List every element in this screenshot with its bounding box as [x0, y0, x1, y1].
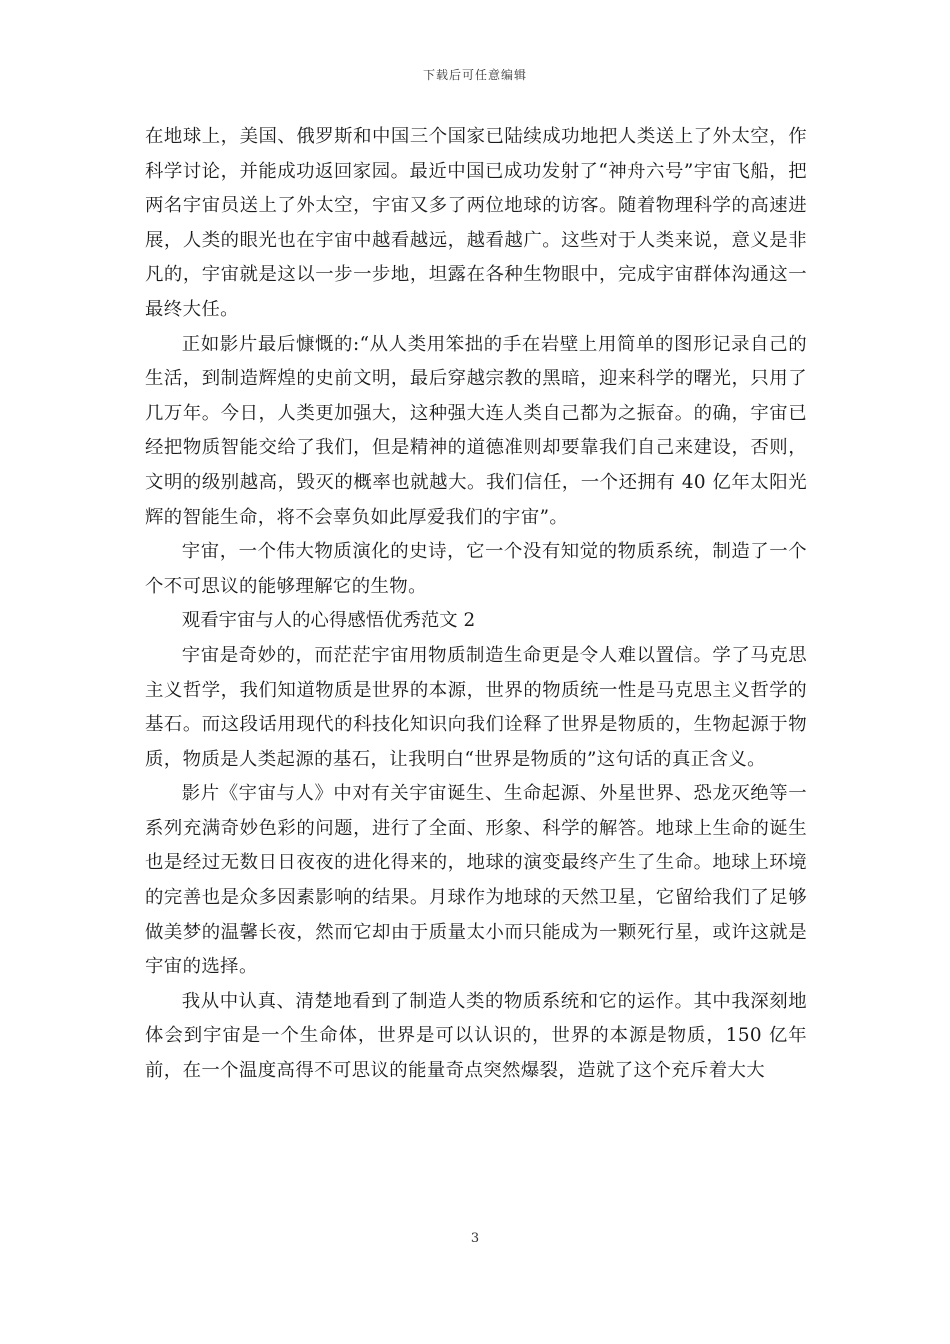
section-paragraph-1: 宇宙是奇妙的，而茫茫宇宙用物质制造生命更是令人难以置信。学了马克思主义哲学，我们知道物质是世界的本源，世界的物质统一性是马克思主义哲学的基石。而这段话用现代的科技化知识向我们诠释了世界是物质的，生物起源于物质，物质是人类起源的基石，让我明白“世界是物质的”这句话的真正含义。	[145, 644, 807, 770]
paragraph-2: 正如影片最后慷慨的:“从人类用笨拙的手在岩壁上用简单的图形记录自己的生活，到制造辉煌的史前文明，最后穿越宗教的黑暗，迎来科学的曙光，只用了几万年。今日，人类更加强大，这种强大连人类自己都为之振奋。的确，宇宙已经把物质智能交给了我们，但是精神的道德准则却要靠我们自己来建设，否则，文明的级别越高，毁灭的概率也就越大。我们信任，一个还拥有 40 亿年太阳光辉的智能生命，将不会辜负如此厚爱我们的宇宙”。	[145, 333, 807, 528]
section-paragraph-2: 影片《宇宙与人》中对有关宇宙诞生、生命起源、外星世界、恐龙灭绝等一系列充满奇妙色彩的问题，进行了全面、形象、科学的解答。地球上生命的诞生也是经过无数日日夜夜的进化得来的，地球的演变最终产生了生命。地球上环境的完善也是众多因素影响的结果。月球作为地球的天然卫星，它留给我们了足够做美梦的温馨长夜，然而它却由于质量太小而只能成为一颗死行星，或许这就是宇宙的选择。	[145, 783, 807, 978]
page-header: 下载后可任意编辑	[422, 68, 527, 82]
page-number: 3	[470, 1231, 480, 1246]
paragraph-1: 在地球上，美国、俄罗斯和中国三个国家已陆续成功地把人类送上了外太空，作科学讨论，并能成功返回家园。最近中国已成功发射了“神舟六号”宇宙飞船，把两名宇宙员送上了外太空，宇宙又多了两位地球的访客。随着物理科学的高速进展，人类的眼光也在宇宙中越看越远，越看越广。这些对于人类来说，意义是非凡的，宇宙就是这以一步一步地，坦露在各种生物眼中，完成宇宙群体沟通这一最终大任。	[145, 126, 807, 320]
section-heading: 观看宇宙与人的心得感悟优秀范文 2	[181, 610, 476, 632]
paragraph-3: 宇宙，一个伟大物质演化的史诗，它一个没有知觉的物质系统，制造了一个个不可思议的能够理解它的生物。	[145, 541, 807, 597]
document-body	[145, 120, 807, 1089]
section-paragraph-3: 我从中认真、清楚地看到了制造人类的物质系统和它的运作。其中我深刻地体会到宇宙是一个生命体，世界是可以认识的，世界的本源是物质，150 亿年前，在一个温度高得不可思议的能量奇点突然爆裂，造就了这个充斥着大大	[145, 990, 807, 1082]
